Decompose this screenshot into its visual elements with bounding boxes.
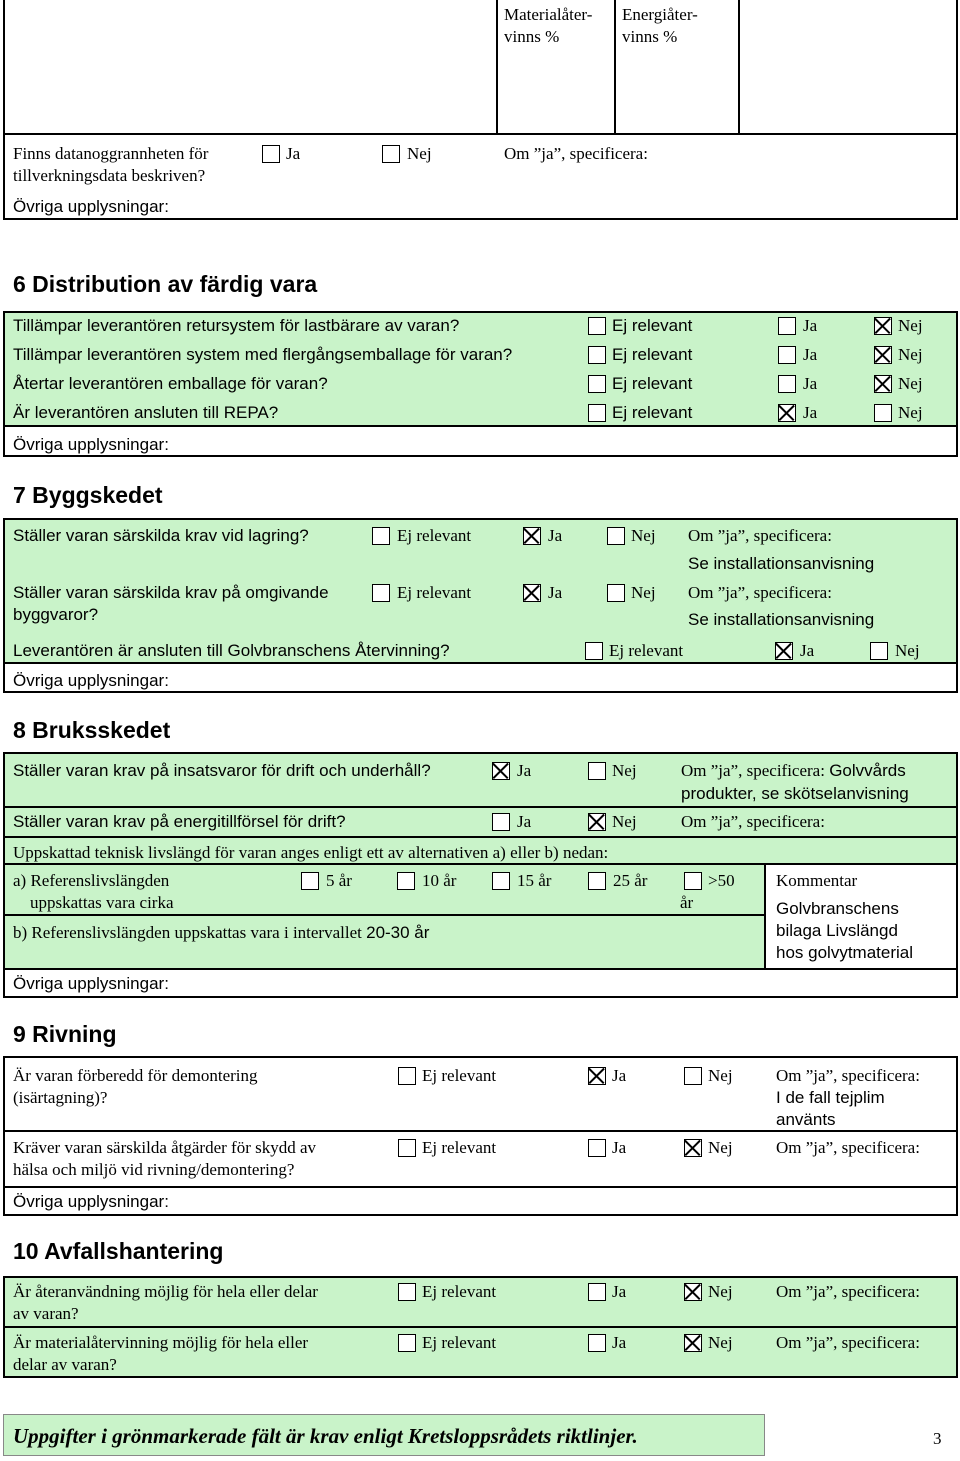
page-number: 3 xyxy=(933,1429,942,1448)
s7-q2-ja-label: Ja xyxy=(548,583,563,602)
s6-q2-ej-label: Ej relevant xyxy=(612,345,693,364)
s8-a-question: a) Referenslivslängden uppskattas vara cirka xyxy=(13,871,174,912)
s8-a-5yr-checkbox[interactable] xyxy=(301,872,319,890)
s8-a-25yr-checkbox[interactable] xyxy=(588,872,606,890)
s6-q4-ej-label: Ej relevant xyxy=(612,403,693,422)
s6-q4-nej-checkbox[interactable] xyxy=(874,404,892,422)
s10-q2-ja-label: Ja xyxy=(612,1333,627,1352)
datanog-nej-label: Nej xyxy=(407,144,432,163)
s7-q3-nej-checkbox[interactable] xyxy=(870,642,888,660)
s6-q3-ja-label: Ja xyxy=(803,374,818,393)
s8-b-answer[interactable]: 20-30 år xyxy=(366,923,430,942)
s7-q2-ja-checkbox[interactable] xyxy=(523,584,541,602)
s7-q1-ja-checkbox[interactable] xyxy=(523,527,541,545)
s7-q2-ej-label: Ej relevant xyxy=(397,583,472,602)
s8-comment-label: Kommentar xyxy=(776,871,858,890)
s6-q1: Tillämpar leverantören retursystem för lastbärare av varan? xyxy=(13,316,460,335)
s7-q3-ej-label: Ej relevant xyxy=(609,641,684,660)
s7-q3-ja-label: Ja xyxy=(800,641,815,660)
material-col-header: Materialåter- vinns % xyxy=(504,5,593,46)
s8-q2: Ställer varan krav på energitillförsel för drift? xyxy=(13,812,346,831)
s6-q3-ja-checkbox[interactable] xyxy=(778,375,796,393)
s8-a-10yr-label: 10 år xyxy=(422,871,457,890)
s10-q2-ej-label: Ej relevant xyxy=(422,1333,497,1352)
s8-a-25yr-label: 25 år xyxy=(613,871,648,890)
s8-b-question: b) Referenslivslängden uppskattas vara i intervallet 20-30 år xyxy=(13,923,430,942)
s9-q1-specify-label: Om ”ja”, specificera: xyxy=(776,1066,920,1085)
s10-q2: Är materialåtervinning möjlig för hela eller delar av varan? xyxy=(13,1333,309,1374)
s7-q1-ja-label: Ja xyxy=(548,526,563,545)
s8-other-info: Övriga upplysningar: xyxy=(13,974,169,993)
s8-a-5yr-label: 5 år xyxy=(326,871,352,890)
s8-q1-answer-cont[interactable]: produkter, se skötselanvisning xyxy=(681,784,909,803)
s10-q1-ej-label: Ej relevant xyxy=(422,1282,497,1301)
s8-a-15yr-checkbox[interactable] xyxy=(492,872,510,890)
s6-q1-ja-checkbox[interactable] xyxy=(778,317,796,335)
s6-other-info: Övriga upplysningar: xyxy=(13,435,169,454)
s9-q1-answer[interactable]: I de fall tejplim använts xyxy=(776,1088,885,1129)
s6-q3-ej-checkbox[interactable] xyxy=(588,375,606,393)
s6-q4-ja-label: Ja xyxy=(803,403,818,422)
s9-q2-nej-label: Nej xyxy=(708,1138,733,1157)
s10-q1-ej-checkbox[interactable] xyxy=(398,1283,416,1301)
section-7-title: 7 Byggskedet xyxy=(13,482,163,508)
s7-q2-ej-checkbox[interactable] xyxy=(372,584,390,602)
s7-q1-answer[interactable]: Se installationsanvisning xyxy=(688,554,875,573)
s8-a-10yr-checkbox[interactable] xyxy=(397,872,415,890)
s7-q2: Ställer varan särskilda krav på omgivande byggvaror? xyxy=(13,583,329,624)
s10-q1-specify-label: Om ”ja”, specificera: xyxy=(776,1282,920,1301)
s9-q1-ej-label: Ej relevant xyxy=(422,1066,497,1085)
s7-q1: Ställer varan särskilda krav vid lagring? xyxy=(13,526,309,545)
s8-lifetime-question: Uppskattad teknisk livslängd för varan anges enligt ett av alternativen a) eller b) nedan: xyxy=(13,843,609,862)
section-9-title: 9 Rivning xyxy=(13,1021,117,1047)
section-10-title: 10 Avfallshantering xyxy=(13,1238,224,1264)
s6-q2: Tillämpar leverantören system med flergångsemballage för varan? xyxy=(13,345,513,364)
datanog-specify-label: Om ”ja”, specificera: xyxy=(504,144,648,163)
s6-q3-nej-label: Nej xyxy=(898,374,923,393)
s6-q1-ej-label: Ej relevant xyxy=(612,316,693,335)
s10-q2-ej-checkbox[interactable] xyxy=(398,1334,416,1352)
s9-q2: Kräver varan särskilda åtgärder för skydd av hälsa och miljö vid rivning/demontering? xyxy=(13,1138,317,1179)
footer-note: Uppgifter i grönmarkerade fält är krav enligt Kretsloppsrådets riktlinjer. xyxy=(13,1424,638,1448)
s8-q2-ja-label: Ja xyxy=(517,812,532,831)
s7-other-info: Övriga upplysningar: xyxy=(13,671,169,690)
s8-q2-specify-label: Om ”ja”, specificera: xyxy=(681,812,825,831)
s8-q2-nej-checkbox[interactable] xyxy=(588,813,606,831)
s9-q1-ej-checkbox[interactable] xyxy=(398,1067,416,1085)
s6-q2-ja-checkbox[interactable] xyxy=(778,346,796,364)
s9-q2-specify-label: Om ”ja”, specificera: xyxy=(776,1138,920,1157)
s10-q2-nej-label: Nej xyxy=(708,1333,733,1352)
s10-q1-nej-label: Nej xyxy=(708,1282,733,1301)
s8-a-15yr-label: 15 år xyxy=(517,871,552,890)
s9-q1-nej-checkbox[interactable] xyxy=(684,1067,702,1085)
s9-other-info: Övriga upplysningar: xyxy=(13,1192,169,1211)
s6-q1-ja-label: Ja xyxy=(803,316,818,335)
s8-q1-ja-checkbox[interactable] xyxy=(492,762,510,780)
s8-a-50yr-unit: år xyxy=(680,893,694,912)
s10-q1: Är återanvändning möjlig för hela eller delar av varan? xyxy=(13,1282,318,1323)
s8-q1: Ställer varan krav på insatsvaror för drift och underhåll? xyxy=(13,761,431,780)
datanog-nej-checkbox[interactable] xyxy=(382,145,400,163)
s7-q2-specify-label: Om ”ja”, specificera: xyxy=(688,583,832,602)
s6-q1-nej-label: Nej xyxy=(898,316,923,335)
s7-q3: Leverantören är ansluten till Golvbranschens Återvinning? xyxy=(13,641,450,660)
datanog-ja-checkbox[interactable] xyxy=(262,145,280,163)
s8-a-50yr-checkbox[interactable] xyxy=(684,872,702,890)
s6-q3-ej-label: Ej relevant xyxy=(612,374,693,393)
s7-q1-specify-label: Om ”ja”, specificera: xyxy=(688,526,832,545)
s9-q1-nej-label: Nej xyxy=(708,1066,733,1085)
s7-q1-ej-label: Ej relevant xyxy=(397,526,472,545)
s7-q1-nej-label: Nej xyxy=(631,526,656,545)
s6-q4: Är leverantören ansluten till REPA? xyxy=(13,403,279,422)
s6-q2-ja-label: Ja xyxy=(803,345,818,364)
s8-comment-text[interactable]: Golvbranschens bilaga Livslängd hos golvytmaterial xyxy=(776,899,914,962)
s9-q1: Är varan förberedd för demontering (isärtagning)? xyxy=(13,1066,258,1107)
s7-q3-ja-checkbox[interactable] xyxy=(775,642,793,660)
s8-q1-nej-checkbox[interactable] xyxy=(588,762,606,780)
s8-q1-answer[interactable]: Golvvårds xyxy=(829,761,906,780)
s9-q2-nej-checkbox[interactable] xyxy=(684,1139,702,1157)
s6-q1-ej-checkbox[interactable] xyxy=(588,317,606,335)
s7-q3-nej-label: Nej xyxy=(895,641,920,660)
s6-q3-nej-checkbox[interactable] xyxy=(874,375,892,393)
s8-q1-specify: Om ”ja”, specificera: Golvvårds xyxy=(681,761,906,780)
s10-q1-ja-label: Ja xyxy=(612,1282,627,1301)
energy-col-header: Energiåter- vinns % xyxy=(622,5,698,46)
s7-q3-ej-checkbox[interactable] xyxy=(585,642,603,660)
s6-q4-nej-label: Nej xyxy=(898,403,923,422)
s6-q2-ej-checkbox[interactable] xyxy=(588,346,606,364)
s8-q2-nej-label: Nej xyxy=(612,812,637,831)
s7-q2-nej-checkbox[interactable] xyxy=(607,584,625,602)
s6-q3: Återtar leverantören emballage för varan? xyxy=(13,374,328,393)
s10-q2-ja-checkbox[interactable] xyxy=(588,1334,606,1352)
s10-q1-ja-checkbox[interactable] xyxy=(588,1283,606,1301)
s10-q2-specify-label: Om ”ja”, specificera: xyxy=(776,1333,920,1352)
s10-q2-nej-checkbox[interactable] xyxy=(684,1334,702,1352)
s8-q1-ja-label: Ja xyxy=(517,761,532,780)
s7-q2-answer[interactable]: Se installationsanvisning xyxy=(688,610,875,629)
datanog-ja-label: Ja xyxy=(286,144,301,163)
s8-q2-ja-checkbox[interactable] xyxy=(492,813,510,831)
section-6-title: 6 Distribution av färdig vara xyxy=(13,271,318,297)
top-table xyxy=(3,0,958,220)
s10-q1-nej-checkbox[interactable] xyxy=(684,1283,702,1301)
s9-q1-ja-checkbox[interactable] xyxy=(588,1067,606,1085)
s6-q4-ej-checkbox[interactable] xyxy=(588,404,606,422)
datanog-question: Finns datanoggrannheten för tillverkningsdata beskriven? xyxy=(13,144,209,185)
s7-q2-nej-label: Nej xyxy=(631,583,656,602)
s7-q1-nej-checkbox[interactable] xyxy=(607,527,625,545)
s9-q2-ej-label: Ej relevant xyxy=(422,1138,497,1157)
s6-q2-nej-label: Nej xyxy=(898,345,923,364)
s9-q2-ja-checkbox[interactable] xyxy=(588,1139,606,1157)
s7-q1-ej-checkbox[interactable] xyxy=(372,527,390,545)
s6-q1-nej-checkbox[interactable] xyxy=(874,317,892,335)
s6-q4-ja-checkbox[interactable] xyxy=(778,404,796,422)
s6-q2-nej-checkbox[interactable] xyxy=(874,346,892,364)
s9-q1-ja-label: Ja xyxy=(612,1066,627,1085)
s8-a-50yr-label: >50 xyxy=(708,871,735,890)
section-8-title: 8 Bruksskedet xyxy=(13,717,171,743)
s8-q1-nej-label: Nej xyxy=(612,761,637,780)
s9-q2-ja-label: Ja xyxy=(612,1138,627,1157)
datanog-other-info: Övriga upplysningar: xyxy=(13,197,169,216)
s9-q2-ej-checkbox[interactable] xyxy=(398,1139,416,1157)
